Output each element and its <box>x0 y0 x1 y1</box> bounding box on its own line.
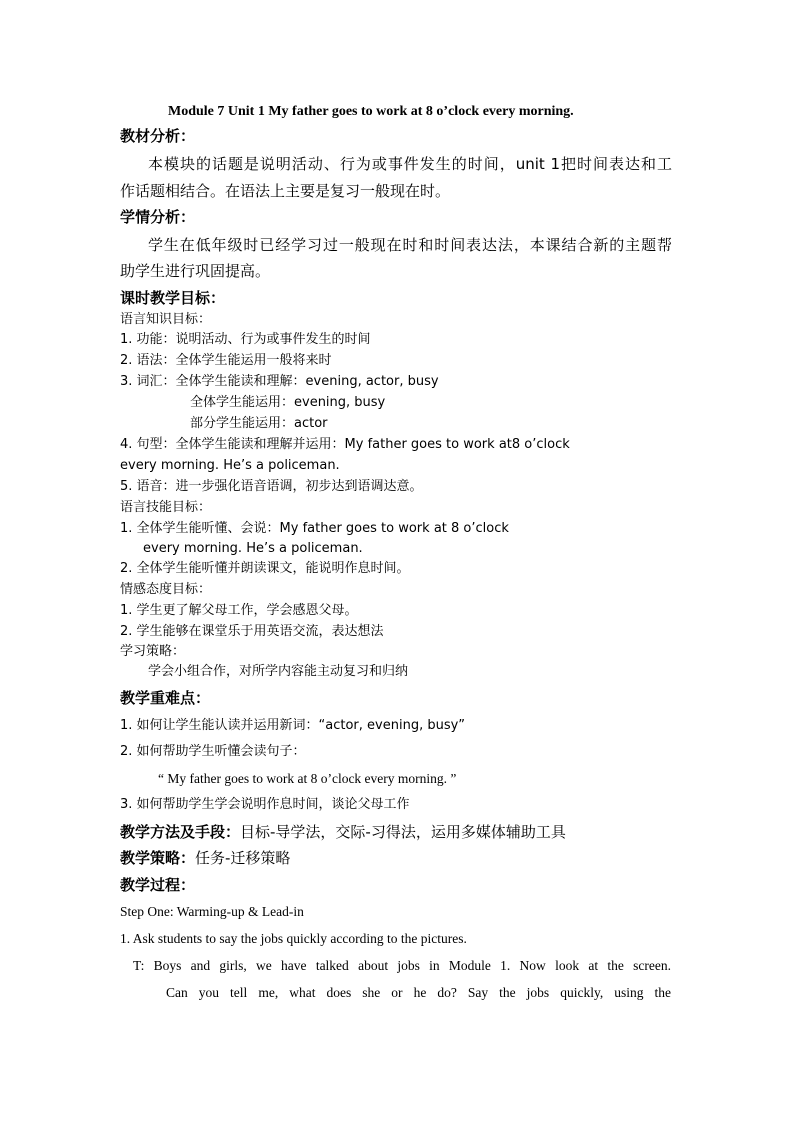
objective-item: 2. 学生能够在课堂乐于用英语交流，表达想法 <box>120 624 384 639</box>
objective-item: 1. 全体学生能听懂、会说：My father goes to work at 8 o’clock <box>120 521 509 536</box>
objective-item: 5. 语音：进一步强化语音语调，初步达到语调达意。 <box>120 479 423 494</box>
heading-student-analysis: 学情分析： <box>120 208 196 226</box>
process-item: T: Boys and girls, we have talked about jobs in Module 1. Now look at the screen. <box>133 958 671 973</box>
heading-textbook-analysis: 教材分析： <box>120 127 196 145</box>
difficulty-item: 2. 如何帮助学生听懂会读句子： <box>120 744 306 759</box>
objective-item: 3. 词汇：全体学生能读和理解：evening, actor, busy <box>120 374 439 389</box>
subheading-strategy: 学习策略： <box>120 644 186 659</box>
process-item: Can you tell me, what does she or he do? Say the jobs quickly, using the <box>166 985 671 1000</box>
heading-objectives: 课时教学目标： <box>120 289 226 307</box>
document-title: Module 7 Unit 1 My father goes to work at 8 o’clock every morning. <box>168 104 574 119</box>
objective-item: 全体学生能运用：evening, busy <box>190 395 386 410</box>
heading-key-difficulties: 教学重难点： <box>120 689 211 707</box>
objective-item: 部分学生能运用：actor <box>190 416 328 431</box>
strategy-label: 教学策略： <box>120 849 196 867</box>
objective-item: 1. 学生更了解父母工作，学会感恩父母。 <box>120 603 358 618</box>
step-heading: Step One: Warming-up & Lead-in <box>120 904 304 919</box>
objective-item: 4. 句型：全体学生能读和理解并运用：My father goes to work at8 o’clock <box>120 437 570 452</box>
methods-line <box>120 824 566 841</box>
subheading-language-skill: 语言技能目标： <box>120 500 212 515</box>
strategy-line <box>120 850 290 867</box>
difficulty-item: 3. 如何帮助学生学会说明作息时间，谈论父母工作 <box>120 797 410 812</box>
subheading-affect: 情感态度目标： <box>120 582 212 597</box>
objective-item: 学会小组合作，对所学内容能主动复习和归纳 <box>148 664 409 679</box>
difficulty-item: 1. 如何让学生能认读并运用新词：“actor, evening, busy” <box>120 718 466 733</box>
paragraph-line: 作话题相结合。在语法上主要是复习一般现在时。 <box>120 182 451 200</box>
heading-process: 教学过程： <box>120 876 196 894</box>
objective-item: every morning. He’s a policeman. <box>120 458 340 473</box>
process-item: 1. Ask students to say the jobs quickly according to the pictures. <box>120 931 467 946</box>
paragraph-line: 学生在低年级时已经学习过一般现在时和时间表达法，本课结合新的主题帮 <box>148 236 672 254</box>
methods-label: 教学方法及手段： <box>120 823 241 841</box>
objective-item: 2. 语法：全体学生能运用一般将来时 <box>120 353 332 368</box>
subheading-language-knowledge: 语言知识目标： <box>120 312 212 327</box>
paragraph-line: 助学生进行巩固提高。 <box>120 262 271 280</box>
objective-item: 2. 全体学生能听懂并朗读课文，能说明作息时间。 <box>120 561 410 576</box>
methods-text: 目标-导学法，交际-习得法，运用多媒体辅助工具 <box>240 823 566 841</box>
strategy-text: 任务-迁移策略 <box>195 849 291 867</box>
objective-item: 1. 功能：说明活动、行为或事件发生的时间 <box>120 332 371 347</box>
objective-item: every morning. He’s a policeman. <box>143 541 363 556</box>
paragraph-line: 本模块的话题是说明活动、行为或事件发生的时间，unit 1把时间表达和工 <box>148 155 672 173</box>
difficulty-item: “ My father goes to work at 8 o’clock every morning. ” <box>158 771 457 786</box>
